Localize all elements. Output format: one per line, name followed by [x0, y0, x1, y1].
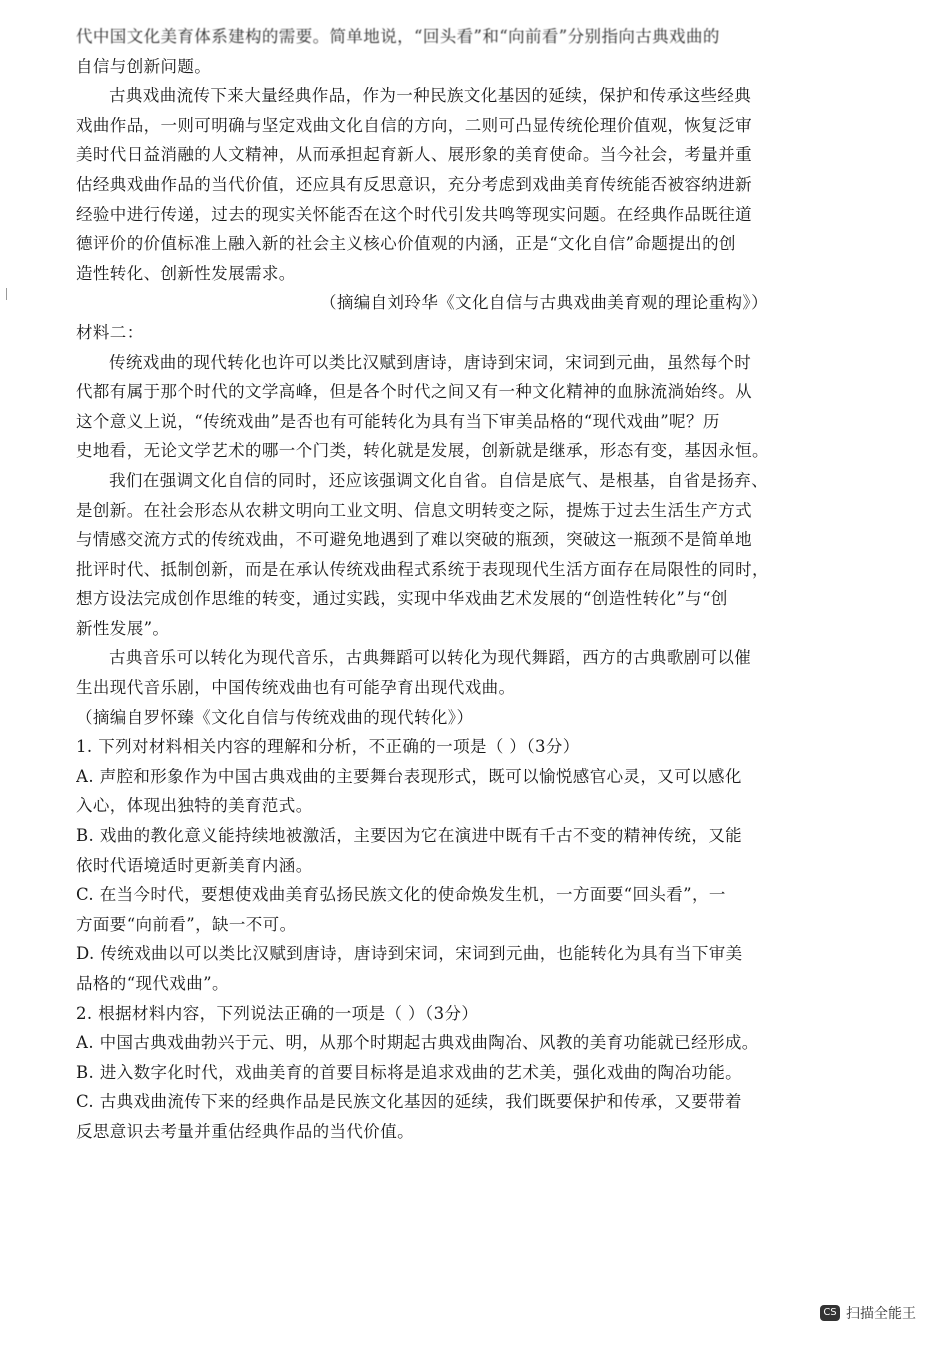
paragraph: [76, 348, 798, 466]
cs-icon: CS: [820, 1305, 840, 1321]
option-d-cont: 品格的“现代戏曲”。: [76, 974, 229, 993]
text-line: 戏曲作品，一则可明确与坚定戏曲文化自信的方向，二则可凸显传统伦理价值观，恢复泛审: [76, 115, 752, 135]
text-line: 传统戏曲的现代转化也许可以类比汉赋到唐诗，唐诗到宋词，宋词到元曲，虽然每个时: [109, 352, 752, 372]
text-line: 想方设法完成创作思维的转变，通过实践，实现中华戏曲艺术发展的“创造性转化”与“创: [76, 589, 728, 609]
option-c: C. 在当今时代，要想使戏曲美育弘扬民族文化的使命焕发生机，一方面要“回头看”，一: [76, 885, 726, 905]
option-a: A. 中国古典戏曲勃兴于元、明，从那个时期起古典戏曲陶冶、风教的美育功能就已经形成。: [76, 1033, 759, 1053]
text-line: 美时代日益消融的人文精神，从而承担起育新人、展形象的美育使命。当今社会，考量并重: [76, 145, 752, 165]
option-d: D. 传统戏曲以可以类比汉赋到唐诗，唐诗到宋词，宋词到元曲，也能转化为具有当下审美: [76, 944, 743, 964]
text-line: 史地看，无论文学艺术的哪一个门类，转化就是发展，创新就是继承，形态有变，基因永恒。: [76, 441, 769, 461]
option-c-cont: 方面要“向前看”，缺一不可。: [76, 914, 297, 934]
text-line: 造性转化、创新性发展需求。: [76, 263, 296, 283]
text-line: 德评价的价值标准上融入新的社会主义核心价值观的内涵，正是“文化自信”命题提出的创: [76, 234, 736, 254]
text-line: 古典音乐可以转化为现代音乐，古典舞蹈可以转化为现代舞蹈，西方的古典歌剧可以催: [109, 648, 752, 668]
text-line: 与情感交流方式的传统戏曲，不可避免地遇到了难以突破的瓶颈，突破这一瓶颈不是简单地: [76, 530, 752, 550]
paragraph: [76, 466, 798, 644]
text-line: 这个意义上说，“传统戏曲”是否也有可能转化为具有当下审美品格的“现代戏曲”呢？历: [76, 411, 720, 431]
text-line: 自信与创新问题。: [76, 56, 212, 76]
text-line: 估经典戏曲作品的当代价值，还应具有反思意识，充分考虑到戏曲美育传统能否被容纳进新: [76, 174, 752, 194]
paragraph: [76, 643, 798, 702]
option-a-cont: 入心，体现出独特的美育范式。: [76, 796, 313, 816]
option-c: C. 古典戏曲流传下来的经典作品是民族文化基因的延续，我们既要保护和传承，又要带着: [76, 1092, 742, 1112]
question-1: [76, 732, 798, 998]
option-b-cont: 依时代语境适时更新美育内涵。: [76, 855, 313, 875]
text-line: 是创新。在社会形态从农耕文明向工业文明、信息文明转变之际，提炼于过去生活生产方式: [76, 500, 752, 520]
scanner-badge-text: 扫描全能王: [846, 1306, 916, 1322]
text-line: 批评时代、抵制创新，而是在承认传统戏曲程式系统于表现现代生活方面存在局限性的同时，: [76, 559, 769, 579]
text-line: 经验中进行传递，过去的现实关怀能否在这个时代引发共鸣等现实问题。在经典作品既往道: [76, 204, 752, 224]
question-stem: 2. 根据材料内容，下列说法正确的一项是（ ）（3分）: [76, 1003, 479, 1023]
option-b: B. 戏曲的教化意义能持续地被激活，主要因为它在演进中既有千古不变的精神传统，又能: [76, 826, 743, 846]
margin-mark: [6, 288, 10, 300]
question-stem: 1. 下列对材料相关内容的理解和分析，不正确的一项是（ ）（3分）: [76, 737, 580, 757]
text-line: 代都有属于那个时代的文学高峰，但是各个时代之间又有一种文化精神的血脉流淌始终。从: [76, 382, 752, 402]
option-c-cont: 反思意识去考量并重估经典作品的当代价值。: [76, 1121, 414, 1141]
text-line: 新性发展”。: [76, 618, 170, 638]
text-line: 古典戏曲流传下来大量经典作品，作为一种民族文化基因的延续，保护和传承这些经典: [109, 86, 752, 106]
exam-page: [76, 22, 798, 1147]
section-heading: 材料二：: [76, 322, 144, 342]
question-2: [76, 999, 798, 1147]
text-line: 生出现代音乐剧，中国传统戏曲也有可能孕育出现代戏曲。: [76, 678, 516, 698]
scanner-watermark: [820, 1303, 950, 1323]
source-citation: （摘编自罗怀臻《文化自信与传统戏曲的现代转化》）: [76, 707, 474, 727]
option-a: A. 声腔和形象作为中国古典戏曲的主要舞台表现形式，既可以愉悦感官心灵，又可以感化: [76, 766, 742, 786]
paragraph: [76, 81, 798, 288]
option-b: B. 进入数字化时代，戏曲美育的首要目标将是追求戏曲的艺术美，强化戏曲的陶冶功能。: [76, 1062, 743, 1082]
text-line: 我们在强调文化自信的同时，还应该强调文化自省。自信是底气、是根基，自省是扬弃、: [109, 470, 769, 490]
cut-off-line: 代中国文化美育体系建构的需要。简单地说，“回头看”和“向前看”分别指向古典戏曲的: [76, 27, 720, 46]
source-citation: （摘编自刘玲华《文化自信与古典戏曲美育观的理论重构》）: [319, 293, 768, 313]
